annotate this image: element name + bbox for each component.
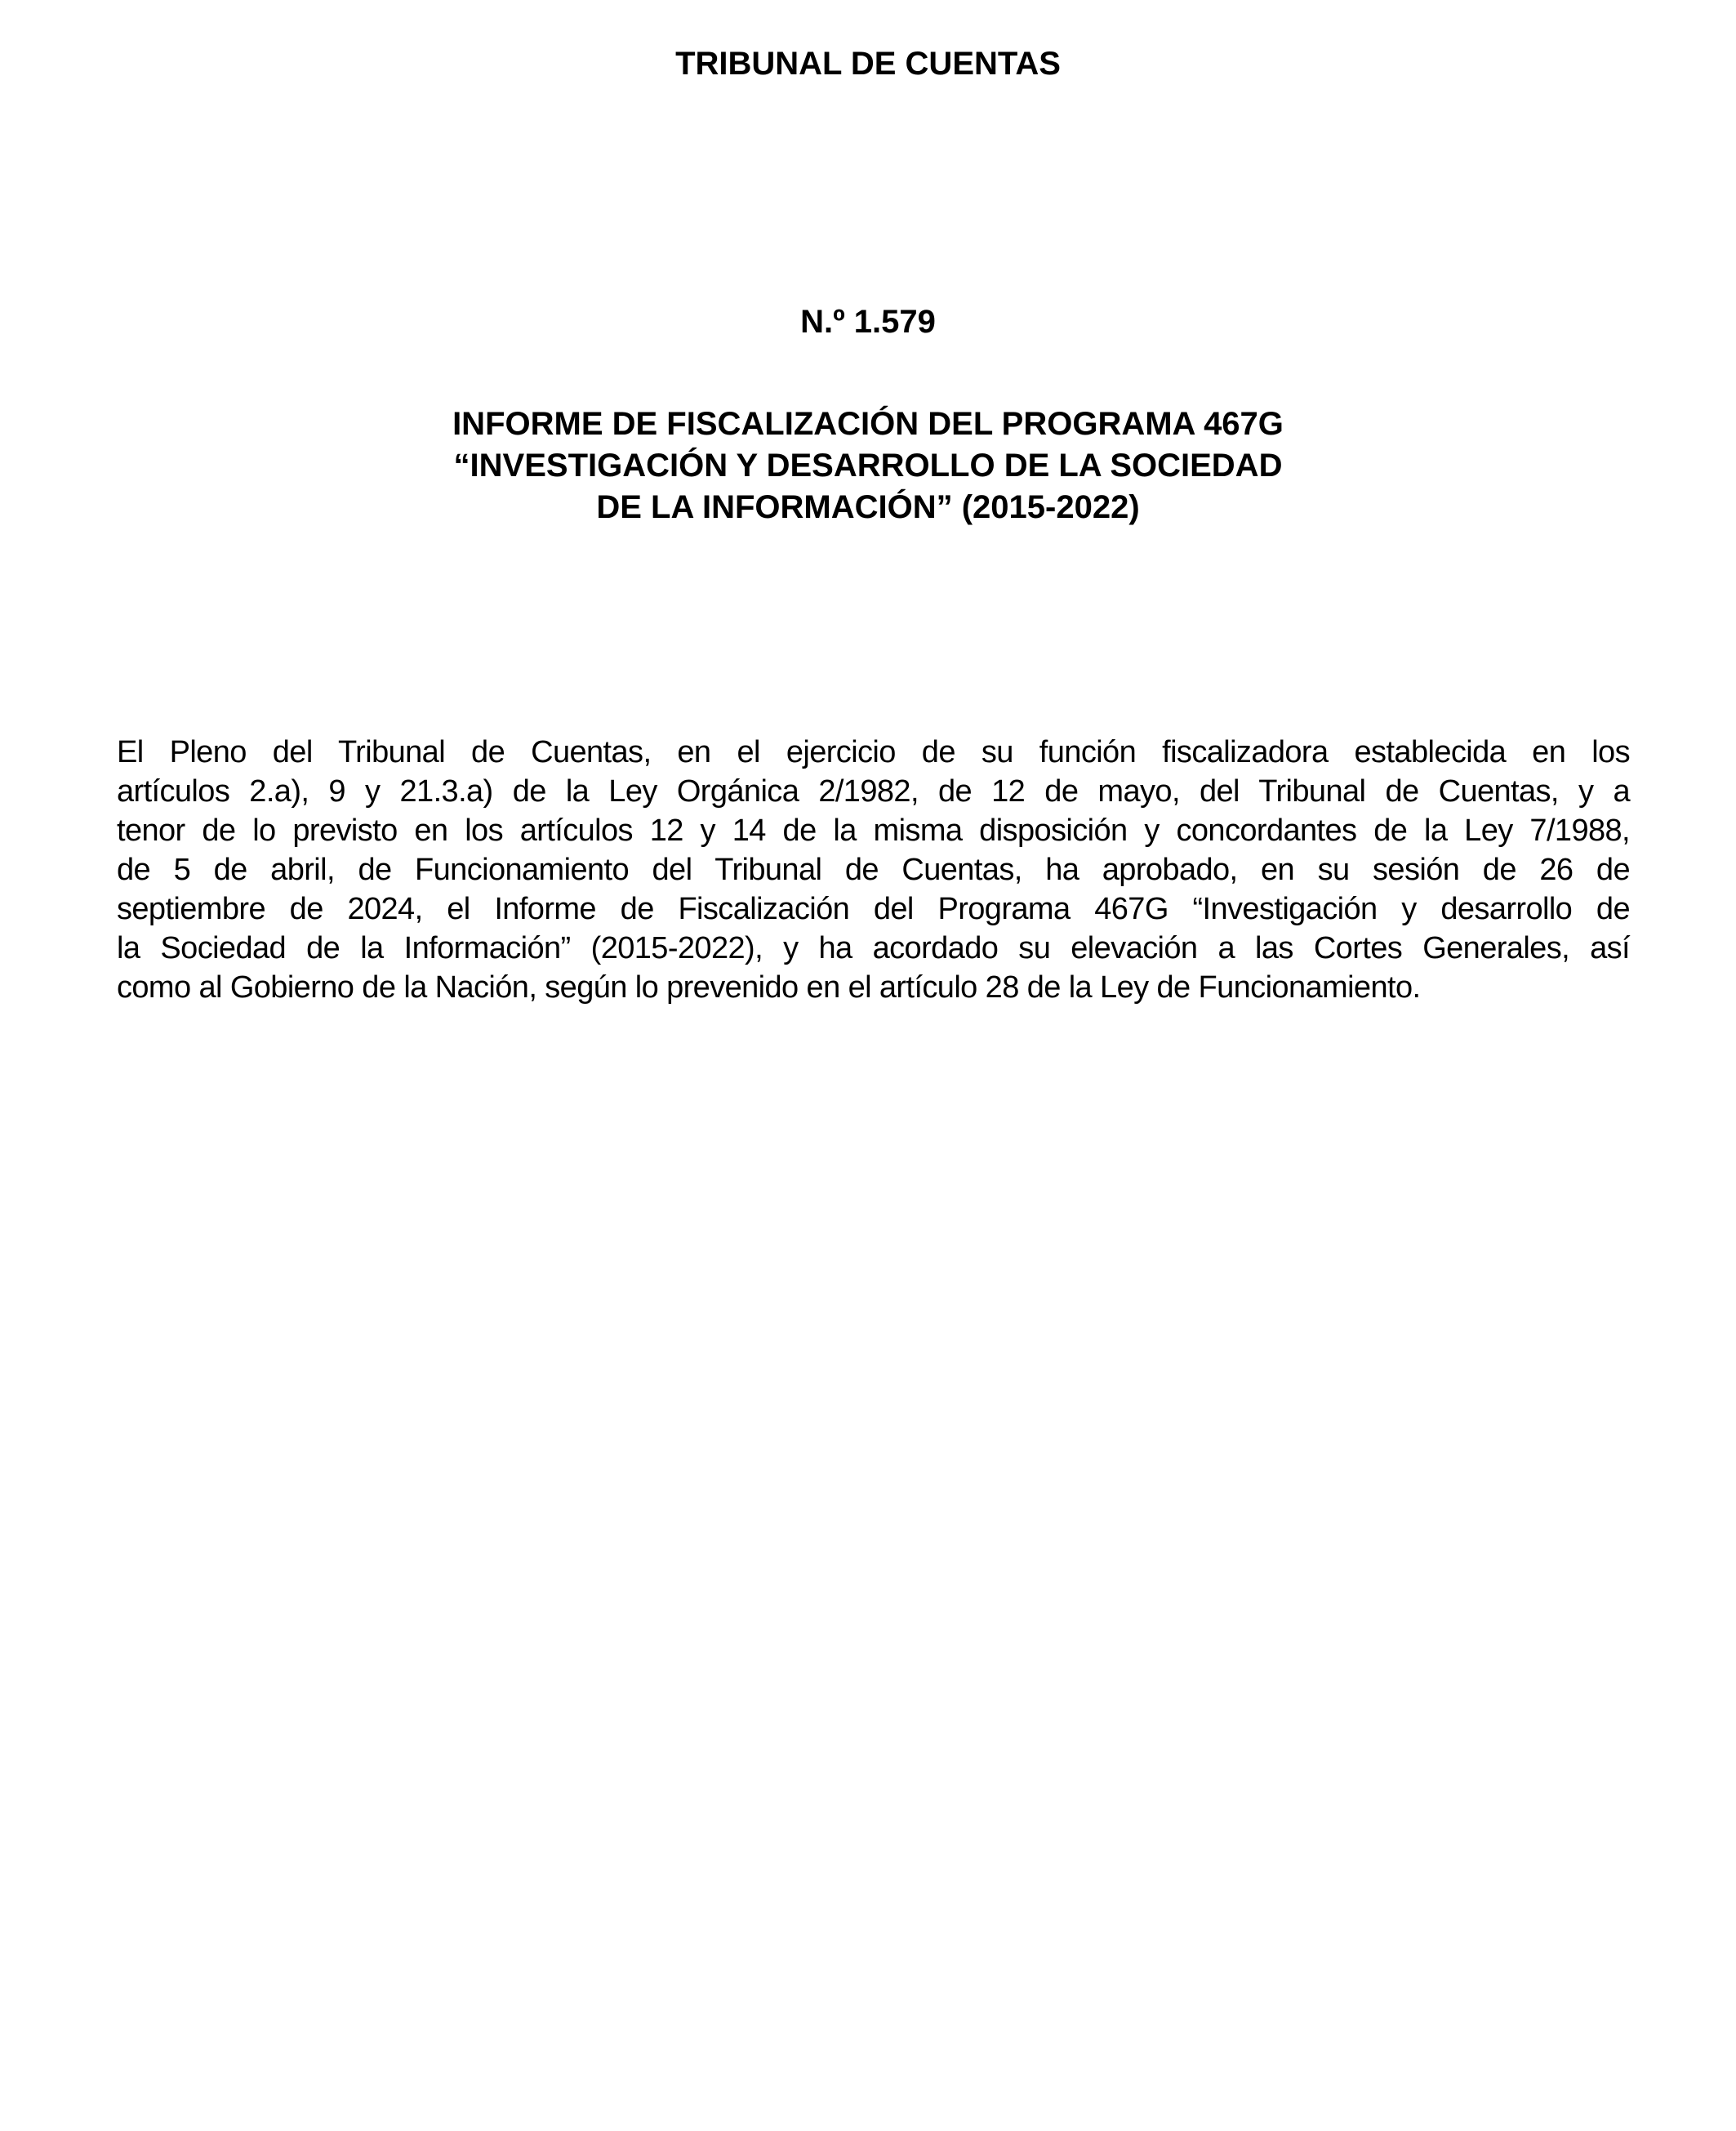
body-paragraph <box>117 733 1630 1007</box>
body-line: la Sociedad de la Información” (2015-2022), y ha acordado su elevación a las Cortes Generales, así <box>117 931 1630 965</box>
report-title <box>0 403 1736 528</box>
body-line: El Pleno del Tribunal de Cuentas, en el ejercicio de su función fiscalizadora establecida en los <box>117 735 1630 769</box>
report-number: N.º 1.579 <box>800 304 936 340</box>
body-line: artículos 2.a), 9 y 21.3.a) de la Ley Orgánica 2/1982, de 12 de mayo, del Tribunal de Cuentas, y a <box>117 774 1630 809</box>
title-line: DE LA INFORMACIÓN” (2015-2022) <box>596 489 1140 525</box>
body-line: septiembre de 2024, el Informe de Fiscalización del Programa 467G “Investigación y desarrollo de <box>117 892 1630 926</box>
institution-header: TRIBUNAL DE CUENTAS <box>675 46 1061 82</box>
title-line: INFORME DE FISCALIZACIÓN DEL PROGRAMA 467G <box>452 406 1284 442</box>
body-line: como al Gobierno de la Nación, según lo prevenido en el artículo 28 de la Ley de Funcionamiento. <box>117 970 1421 1005</box>
title-line: “INVESTIGACIÓN Y DESARROLLO DE LA SOCIEDAD <box>453 448 1283 484</box>
body-line: tenor de lo previsto en los artículos 12 y 14 de la misma disposición y concordantes de la Ley 7/1988, <box>117 814 1630 848</box>
body-line: de 5 de abril, de Funcionamiento del Tribunal de Cuentas, ha aprobado, en su sesión de 26 de <box>117 853 1630 887</box>
